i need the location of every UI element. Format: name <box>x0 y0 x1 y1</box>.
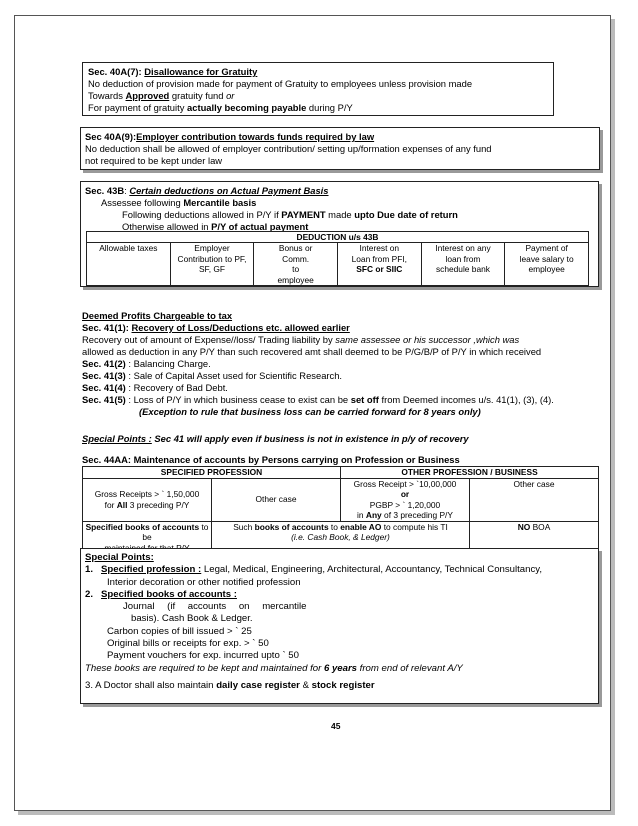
sec41-2: Sec. 41(2) : Balancing Charge. <box>82 358 211 369</box>
col-employer-contribution: Employer Contribution to PF, SF, GF <box>170 243 254 286</box>
sec43b-heading: Sec. 43B: Certain deductions on Actual Payment Basis <box>85 185 329 196</box>
sec41-4: Sec. 41(4) : Recovery of Bad Debt. <box>82 382 228 393</box>
point-2: 2. Specified books of accounts : <box>85 588 237 600</box>
col-allowable-taxes: Allowable taxes <box>87 243 171 286</box>
gross-receipt-other-cell: Gross Receipt > `10,00,000 or PGBP > ` 1,20,000 in Any of 3 preceding P/Y <box>341 478 470 521</box>
sec43b-line-2: Following deductions allowed in P/Y if PAYMENT made upto Due date of return <box>122 209 458 220</box>
deemed-heading: Deemed Profits Chargeable to tax <box>82 310 233 321</box>
special-points-box <box>80 548 599 704</box>
gratuity-box <box>82 62 554 116</box>
employer-box <box>80 127 600 170</box>
col-interest-bank: Interest on any loan from schedule bank <box>421 243 505 286</box>
sec43b-line-3: Otherwise allowed in P/Y of actual payment <box>122 221 309 232</box>
original-bills-line: Original bills or receipts for exp. > ` 50 <box>107 638 269 650</box>
point-3: 3. A Doctor shall also maintain daily case register & stock register <box>85 679 375 691</box>
gratuity-line-1: No deduction of provision made for payment of Gratuity to employees unless provision made <box>88 78 473 89</box>
section-title: Disallowance for Gratuity <box>144 66 258 77</box>
gratuity-heading <box>88 66 553 78</box>
journal-line-1: Journal (if accounts on mercantile <box>123 601 307 613</box>
gross-receipts-cell: Gross Receipts > ` 1,50,000 for All 3 preceding P/Y <box>83 478 212 521</box>
deduction-table-title: DEDUCTION u/s 43B <box>87 232 589 243</box>
sec41-1-heading: Sec. 41(1): Recovery of Loss/Deductions etc. allowed earlier <box>82 322 350 333</box>
employer-line-2: not required to be kept under law <box>85 155 223 166</box>
journal-line-2: basis). Cash Book & Ledger. <box>131 613 253 625</box>
col-leave-salary: Payment of leave salary to employee <box>505 243 589 286</box>
sec41-5: Sec. 41(5) : Loss of P/Y in which business cease to exist can be set off from Deemed incomes u/s. 41(1), (3), (4). <box>82 394 554 405</box>
other-case-cell-2: Other case <box>470 478 599 521</box>
sec44aa-heading: Sec. 44AA: Maintenance of accounts by Persons carrying on Profession or Business <box>82 454 460 465</box>
no-boa-cell: NO BOA <box>470 521 599 554</box>
recovery-line-1: Recovery out of amount of Expense//loss/ Trading liability by same assessee or his successor ,which was <box>82 334 520 345</box>
point-1: 1. Specified profession : Legal, Medical, Engineering, Architectural, Accountancy, Technical Consultancy, <box>85 564 543 576</box>
special-points-heading: Special Points: <box>85 552 154 563</box>
such-books-cell: Such books of accounts to enable AO to compute his TI (i.e. Cash Book, & Ledger) <box>212 521 470 554</box>
sec43b-box <box>80 181 599 287</box>
col-bonus: Bonus or Comm. to employee <box>254 243 338 286</box>
employer-line-1: No deduction shall be allowed of employer contribution/ setting up/formation expenses of any fund <box>85 143 492 154</box>
sec41-3: Sec. 41(3) : Sale of Capital Asset used for Scientific Research. <box>82 370 343 381</box>
sec43b-line-1: Assessee following Mercantile basis <box>101 197 257 208</box>
other-case-cell: Other case <box>212 478 341 521</box>
section-number: Sec. 40A(7): <box>88 66 142 77</box>
recovery-line-2: allowed as deduction in any P/Y than such recovered amt shall deemed to be P/G/B/P of P/Y in which received <box>82 346 542 357</box>
point-1-line-2: Interior decoration or other notified profession <box>107 576 301 588</box>
specified-books-cell: Specified books of accounts to be <box>83 521 212 554</box>
deemed-section <box>82 310 554 418</box>
payment-vouchers-line: Payment vouchers for exp. incurred upto ` 50 <box>107 650 299 662</box>
gratuity-line-3: For payment of gratuity actually becoming payable during P/Y <box>88 102 353 113</box>
employer-heading: Sec 40A(9):Employer contribution towards funds required by law <box>85 131 375 142</box>
deduction-columns <box>87 243 589 286</box>
other-profession-header: OTHER PROFESSION / BUSINESS <box>341 467 599 479</box>
retention-line: These books are required to be kept and maintained for 6 years from end of relevant A/Y <box>85 662 463 674</box>
deduction-table <box>86 231 589 286</box>
accounts-table <box>82 466 599 554</box>
page-number: 45 <box>331 721 341 731</box>
exception-note: (Exception to rule that business loss can be carried forward for 8 years only) <box>139 406 481 417</box>
special-points-41: Special Points : Sec 41 will apply even if business is not in existence in p/y of recovery <box>82 433 469 444</box>
specified-profession-header: SPECIFIED PROFESSION <box>83 467 341 479</box>
gratuity-line-2: Towards Approved gratuity fund or <box>88 90 235 101</box>
carbon-copies-line: Carbon copies of bill issued > ` 25 <box>107 625 252 637</box>
col-interest-pfi: Interest on Loan from PFI, SFC or SIIC <box>337 243 421 286</box>
